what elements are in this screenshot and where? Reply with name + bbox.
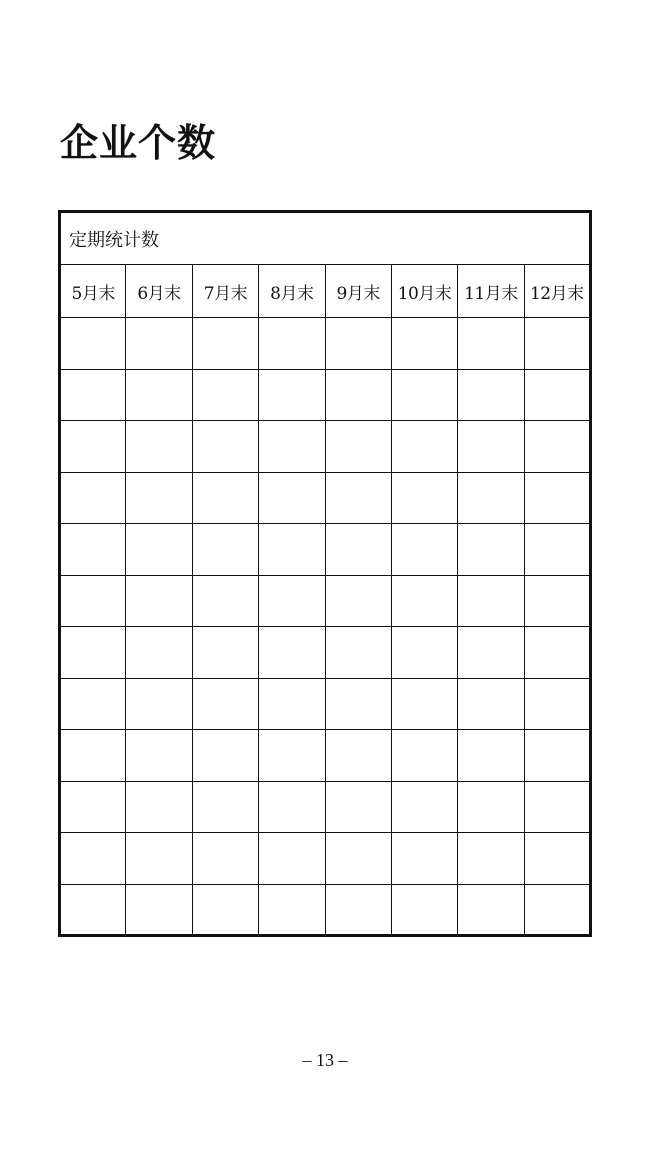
entry-cell[interactable]: [126, 524, 192, 576]
entry-cell[interactable]: [458, 318, 524, 370]
entry-cell[interactable]: [325, 884, 391, 936]
month-header-cell: 7月末: [192, 265, 258, 318]
entry-cell[interactable]: [325, 524, 391, 576]
entry-cell[interactable]: [458, 421, 524, 473]
month-header-cell: 11月末: [458, 265, 524, 318]
entry-cell[interactable]: [524, 730, 590, 782]
entry-cell[interactable]: [391, 318, 457, 370]
entry-cell[interactable]: [524, 369, 590, 421]
entry-cell[interactable]: [524, 524, 590, 576]
table-row: [60, 421, 591, 473]
entry-cell[interactable]: [259, 472, 325, 524]
entry-cell[interactable]: [126, 678, 192, 730]
entry-cell[interactable]: [259, 781, 325, 833]
entry-cell[interactable]: [391, 678, 457, 730]
entry-cell[interactable]: [259, 575, 325, 627]
entry-cell[interactable]: [391, 884, 457, 936]
entry-cell[interactable]: [325, 730, 391, 782]
entry-cell[interactable]: [192, 730, 258, 782]
entry-cell[interactable]: [192, 833, 258, 885]
month-header-cell: 10月末: [391, 265, 457, 318]
entry-cell[interactable]: [259, 833, 325, 885]
entry-cell[interactable]: [325, 421, 391, 473]
entry-cell[interactable]: [126, 421, 192, 473]
entry-cell[interactable]: [458, 678, 524, 730]
entry-cell[interactable]: [458, 833, 524, 885]
table-row: [60, 369, 591, 421]
entry-cell[interactable]: [391, 524, 457, 576]
entry-cell[interactable]: [126, 369, 192, 421]
entry-cell[interactable]: [126, 833, 192, 885]
entry-cell[interactable]: [458, 369, 524, 421]
entry-cell[interactable]: [126, 575, 192, 627]
entry-cell[interactable]: [60, 678, 126, 730]
entry-cell[interactable]: [524, 884, 590, 936]
table-row: [60, 884, 591, 936]
entry-cell[interactable]: [60, 369, 126, 421]
table-row: [60, 627, 591, 679]
entry-cell[interactable]: [192, 575, 258, 627]
entry-cell[interactable]: [126, 318, 192, 370]
month-header-cell: 5月末: [60, 265, 126, 318]
entry-cell[interactable]: [458, 524, 524, 576]
entry-cell[interactable]: [259, 627, 325, 679]
entry-cell[interactable]: [60, 884, 126, 936]
entry-cell[interactable]: [60, 421, 126, 473]
entry-cell[interactable]: [458, 627, 524, 679]
entry-cell[interactable]: [192, 524, 258, 576]
table-row: [60, 524, 591, 576]
entry-cell[interactable]: [458, 781, 524, 833]
entry-cell[interactable]: [325, 678, 391, 730]
section-label: 定期统计数: [60, 212, 591, 265]
entry-cell[interactable]: [60, 627, 126, 679]
entry-cell[interactable]: [126, 730, 192, 782]
entry-cell[interactable]: [391, 730, 457, 782]
entry-cell[interactable]: [126, 781, 192, 833]
entry-cell[interactable]: [259, 884, 325, 936]
entry-cell[interactable]: [259, 678, 325, 730]
section-header-row: [60, 212, 591, 265]
entry-cell[interactable]: [60, 524, 126, 576]
entry-cell[interactable]: [391, 472, 457, 524]
entry-cell[interactable]: [391, 421, 457, 473]
table-row: [60, 472, 591, 524]
entry-cell[interactable]: [325, 627, 391, 679]
entry-cell[interactable]: [60, 833, 126, 885]
table-row: [60, 730, 591, 782]
entry-cell[interactable]: [60, 472, 126, 524]
entry-cell[interactable]: [391, 627, 457, 679]
entry-cell[interactable]: [60, 781, 126, 833]
entry-cell[interactable]: [524, 627, 590, 679]
entry-cell[interactable]: [458, 730, 524, 782]
entry-cell[interactable]: [192, 781, 258, 833]
table-row: [60, 678, 591, 730]
entry-cell[interactable]: [192, 678, 258, 730]
entry-cell[interactable]: [259, 421, 325, 473]
entry-cell[interactable]: [458, 472, 524, 524]
page-number: – 13 –: [302, 1050, 348, 1070]
entry-cell[interactable]: [192, 627, 258, 679]
entry-cell[interactable]: [325, 833, 391, 885]
entry-cell[interactable]: [192, 884, 258, 936]
table-row: [60, 833, 591, 885]
table-row: [60, 318, 591, 370]
entry-cell[interactable]: [126, 627, 192, 679]
entry-cell[interactable]: [458, 575, 524, 627]
entry-cell[interactable]: [192, 421, 258, 473]
entry-cell[interactable]: [524, 781, 590, 833]
entry-cell[interactable]: [524, 833, 590, 885]
entry-cell[interactable]: [259, 369, 325, 421]
month-header-row: [60, 265, 591, 318]
entry-cell[interactable]: [126, 884, 192, 936]
entry-cell[interactable]: [524, 575, 590, 627]
month-header-cell: 9月末: [325, 265, 391, 318]
entry-cell[interactable]: [325, 472, 391, 524]
statistics-grid: [58, 210, 592, 937]
entry-cell[interactable]: [192, 369, 258, 421]
entry-cell[interactable]: [60, 318, 126, 370]
entry-cell[interactable]: [458, 884, 524, 936]
month-header-cell: 6月末: [126, 265, 192, 318]
entry-cell[interactable]: [391, 575, 457, 627]
entry-cell[interactable]: [325, 318, 391, 370]
month-header-cell: 8月末: [259, 265, 325, 318]
entry-cell[interactable]: [325, 781, 391, 833]
entry-cell[interactable]: [126, 472, 192, 524]
entry-cell[interactable]: [325, 369, 391, 421]
table-row: [60, 575, 591, 627]
entry-cell[interactable]: [60, 575, 126, 627]
entry-cell[interactable]: [259, 524, 325, 576]
entry-cell[interactable]: [192, 318, 258, 370]
entry-cell[interactable]: [524, 421, 590, 473]
entry-cell[interactable]: [524, 472, 590, 524]
entry-cell[interactable]: [391, 369, 457, 421]
entry-cell[interactable]: [60, 730, 126, 782]
month-header-cell: 12月末: [524, 265, 590, 318]
entry-cell[interactable]: [524, 318, 590, 370]
entry-cell[interactable]: [391, 781, 457, 833]
entry-cell[interactable]: [259, 730, 325, 782]
page-title: 企业个数: [60, 120, 217, 165]
entry-cell[interactable]: [325, 575, 391, 627]
table-row: [60, 781, 591, 833]
entry-cell[interactable]: [259, 318, 325, 370]
entry-cell[interactable]: [192, 472, 258, 524]
entry-cell[interactable]: [391, 833, 457, 885]
entry-cell[interactable]: [524, 678, 590, 730]
